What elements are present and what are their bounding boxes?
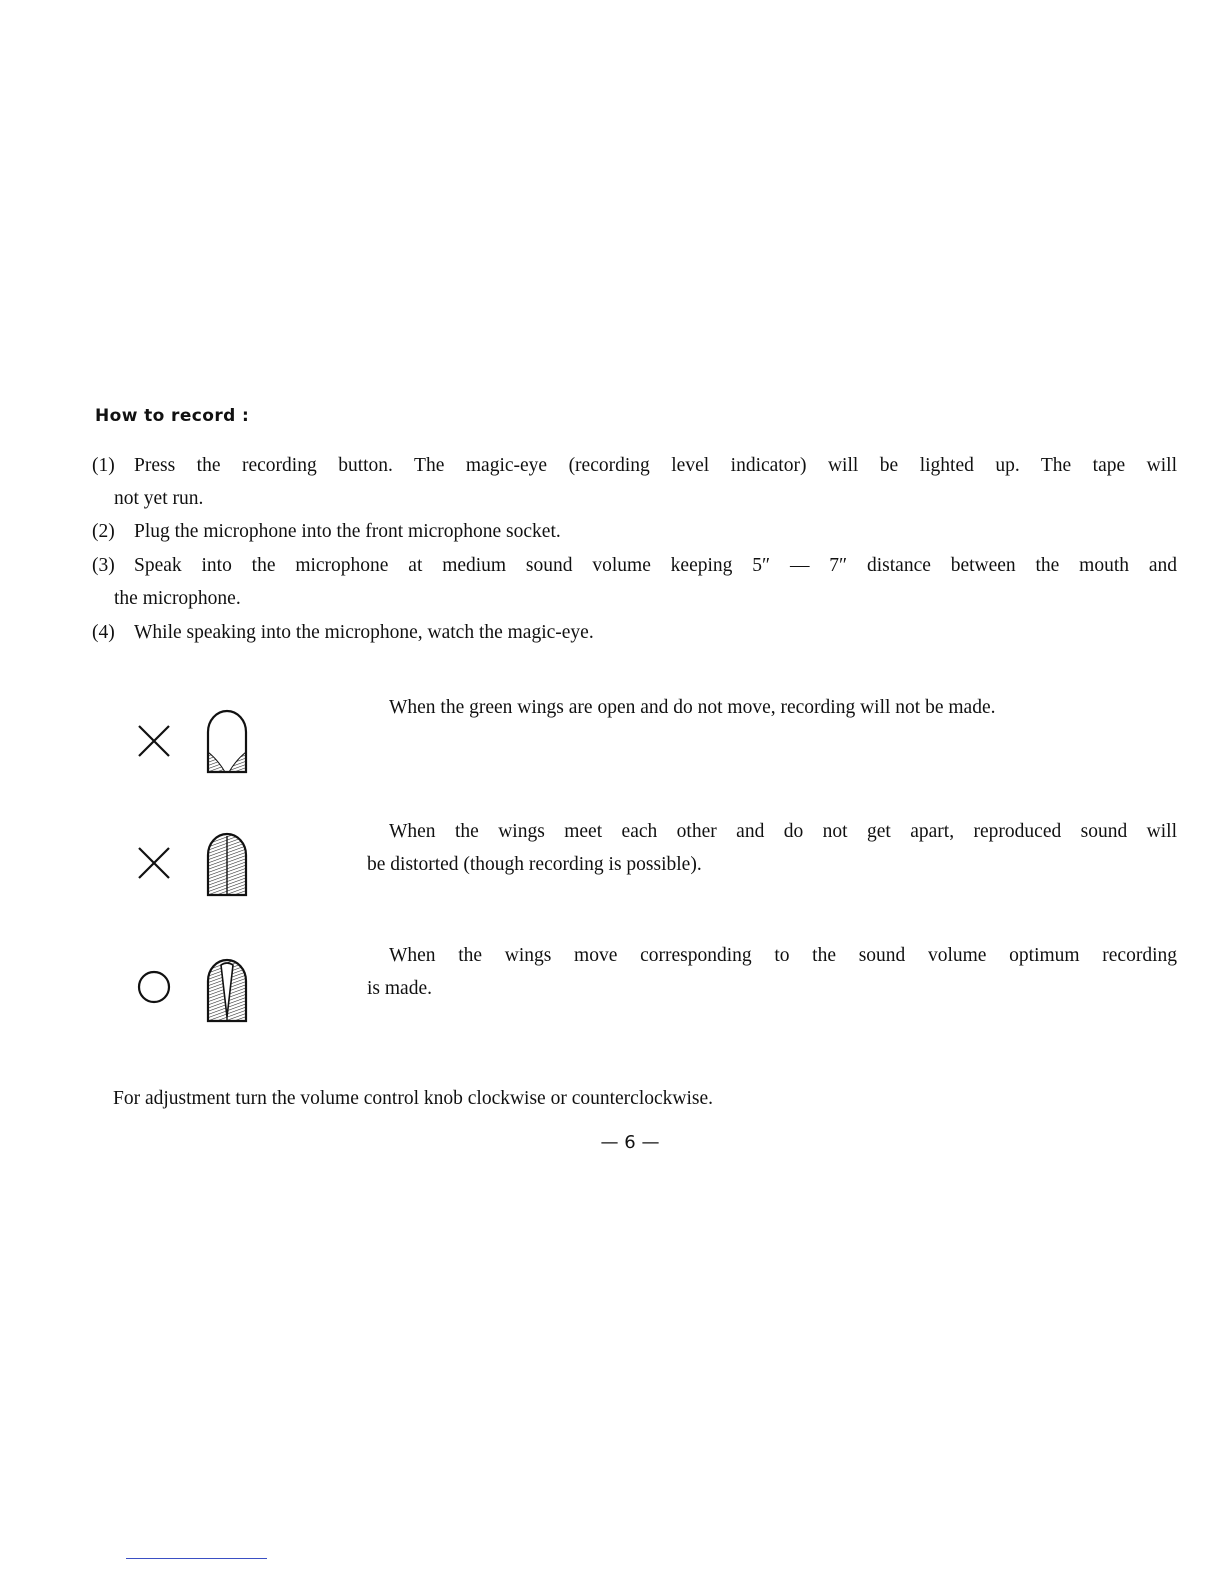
step-3: [92, 549, 1177, 615]
indicator-text-continued: be distorted (though recording is possible).: [367, 854, 702, 875]
step-text: Speak into the microphone at medium sound volume keeping 5″ — 7″ distance between the mouth and: [134, 555, 1177, 576]
page-number: — 6 —: [600, 1132, 660, 1153]
step-text: Press the recording button. The magic-eye (recording level indicator) will be lighted up. The tape will: [134, 455, 1177, 476]
step-text-continued: the microphone.: [114, 588, 241, 609]
indicator-text: When the wings move corresponding to the sound volume optimum recording: [389, 945, 1177, 966]
circle-mark-icon: [134, 967, 174, 1007]
step-text-continued: not yet run.: [114, 488, 204, 509]
magic-eye-moving-icon: [204, 955, 250, 1025]
adjustment-note: For adjustment turn the volume control knob clockwise or counterclockwise.: [113, 1088, 714, 1109]
step-number: (3): [92, 555, 115, 576]
magic-eye-closed-icon: [204, 829, 250, 899]
indicator-3-description: [367, 939, 1177, 1005]
footer-rule: [126, 1558, 267, 1559]
indicator-1-description: [367, 691, 1177, 724]
indicator-text: When the green wings are open and do not move, recording will not be made.: [389, 697, 996, 718]
step-text: Plug the microphone into the front microphone socket.: [134, 521, 561, 542]
magic-eye-open-icon: [204, 706, 250, 776]
cross-mark-icon: [134, 721, 174, 761]
step-text: While speaking into the microphone, watch the magic-eye.: [134, 622, 594, 643]
cross-mark-icon: [134, 843, 174, 883]
step-1: [92, 449, 1177, 515]
step-number: (1): [92, 455, 115, 476]
step-number: (2): [92, 521, 115, 542]
indicator-2-description: [367, 815, 1177, 881]
step-number: (4): [92, 622, 115, 643]
indicator-text-continued: is made.: [367, 978, 432, 999]
step-2: [92, 515, 1177, 548]
step-4: [92, 616, 1177, 649]
section-heading: How to record :: [95, 406, 250, 426]
indicator-text: When the wings meet each other and do not get apart, reproduced sound will: [389, 821, 1177, 842]
